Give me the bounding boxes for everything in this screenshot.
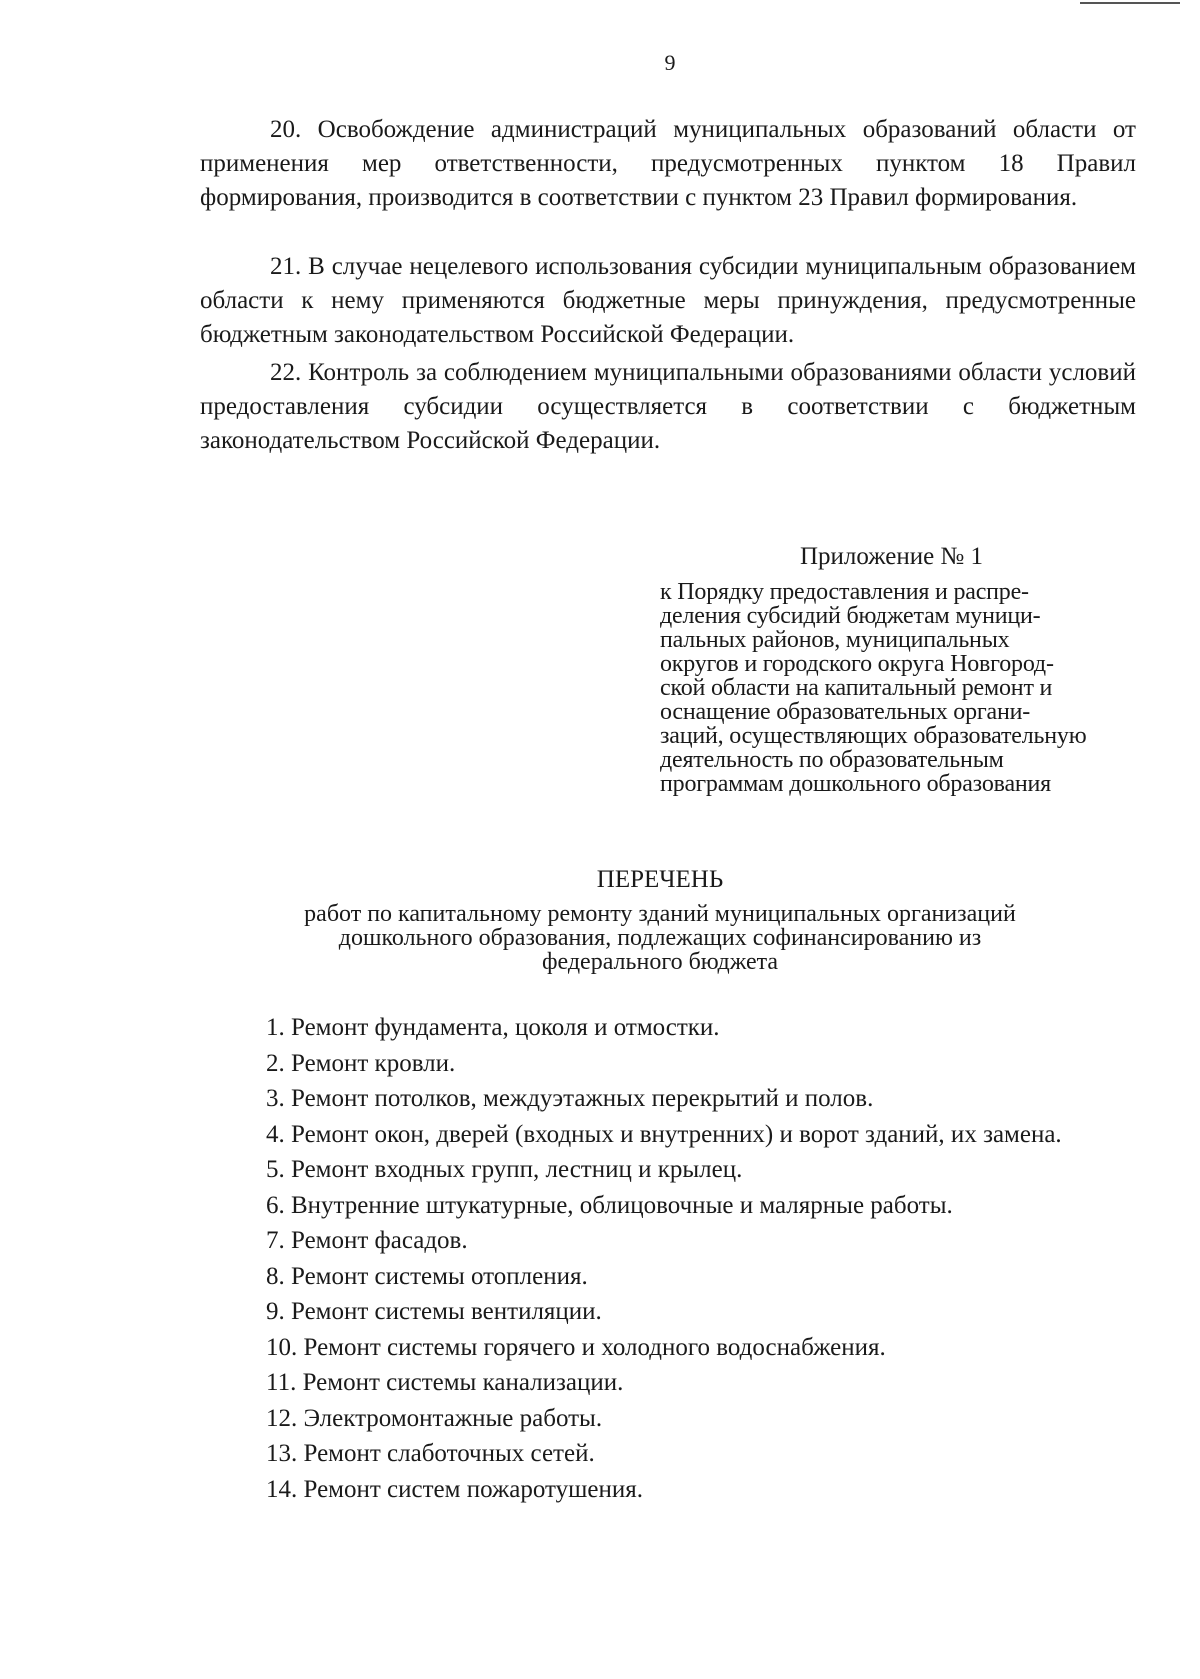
subtitle-line: дошкольного образования, подлежащих софинансированию из [338,925,982,951]
subtitle-line: работ по капитальному ремонту зданий муниципальных организаций [304,901,1016,927]
list-item: 9. Ремонт системы вентиляции. [266,1298,602,1325]
list-item: 7. Ремонт фасадов. [266,1227,468,1254]
annex-line: округов и городского округа Новгород- [660,651,1054,677]
annex-line: программам дошкольного образования [660,771,1052,797]
list-item: 5. Ремонт входных групп, лестниц и крылец. [266,1156,743,1183]
list-title: ПЕРЕЧЕНЬ [596,866,724,893]
list-item: 14. Ремонт систем пожаротушения. [266,1475,643,1503]
list-item: 6. Внутренние штукатурные, облицовочные и малярные работы. [266,1191,953,1219]
paragraph-20: 20. Освобождение администраций муниципальных образований области от применения мер ответственности, предусмотренных пунктом 18 Правил формирования, производится в соответствии с пунктом 23 Правил формирования. [200,116,1136,211]
annex-line: заций, осуществляющих образовательную [660,723,1087,749]
subtitle-line: федерального бюджета [541,949,779,975]
annex-line: пальных районов, муниципальных [660,627,1010,653]
list-subtitle [240,902,1080,974]
list-item: 8. Ремонт системы отопления. [266,1262,588,1290]
page-number: 9 [664,50,676,75]
annex-line: ской области на капитальный ремонт и [660,675,1053,701]
annex-title: Приложение № 1 [800,543,984,570]
list-item: 4. Ремонт окон, дверей (входных и внутренних) и ворот зданий, их замена. [266,1120,1062,1148]
annex-line: к Порядку предоставления и распре- [660,579,1029,605]
list-item: 1. Ремонт фундамента, цоколя и отмостки. [266,1014,720,1041]
annex-reference [660,580,1140,796]
list-item: 13. Ремонт слаботочных сетей. [266,1440,595,1467]
list-item: 12. Электромонтажные работы. [266,1404,603,1432]
list-item: 2. Ремонт кровли. [266,1049,456,1077]
annex-line: деятельность по образовательным [660,747,1004,773]
list-item: 3. Ремонт потолков, междуэтажных перекрытий и полов. [266,1085,874,1112]
annex-line: оснащение образовательных органи- [660,699,1031,725]
paragraph-22: 22. Контроль за соблюдением муниципальными образованиями области условий предоставления субсидии осуществляется в соответствии с бюджетным законодательством Российской Федерации. [200,359,1136,454]
works-list [170,1010,1136,1507]
annex-line: деления субсидий бюджетам муници- [660,603,1041,629]
list-item: 11. Ремонт системы канализации. [266,1369,624,1396]
list-item: 10. Ремонт системы горячего и холодного водоснабжения. [266,1333,886,1361]
scan-edge-line [1080,2,1180,4]
paragraph-21: 21. В случае нецелевого использования субсидии муниципальным образованием области к нему применяются бюджетные меры принуждения, предусмотренные бюджетным законодательством Российской Федерации. [200,253,1136,348]
